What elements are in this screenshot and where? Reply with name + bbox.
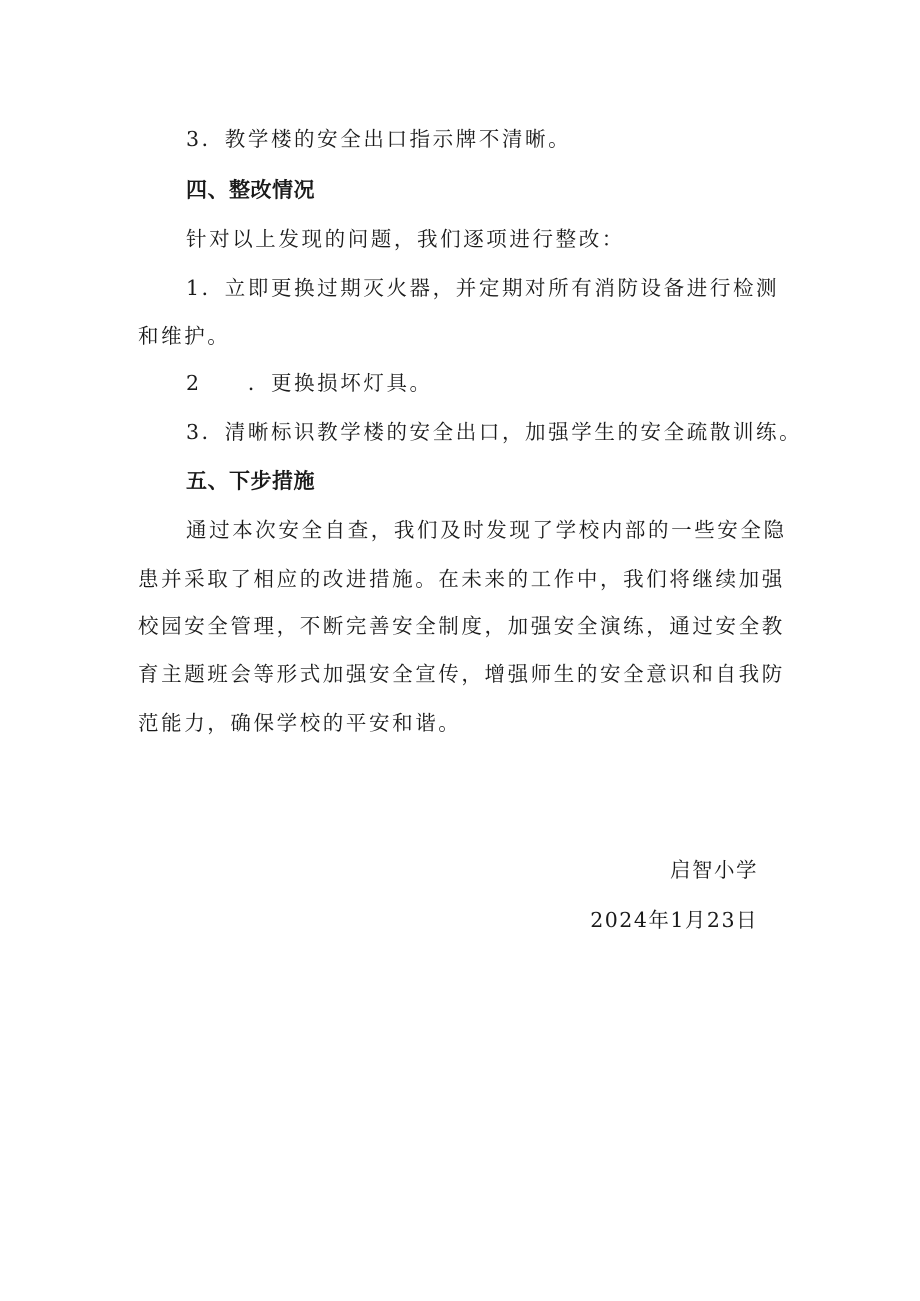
rectification-item-1-line-2: 和维护。 bbox=[138, 324, 231, 348]
measures-paragraph-line-5: 范能力，确保学校的平安和谐。 bbox=[138, 711, 462, 735]
signature-date: 2024年1月23日 bbox=[590, 908, 758, 932]
rectification-item-2: 2 ．更换损坏灯具。 bbox=[186, 371, 433, 395]
measures-paragraph-line-3: 校园安全管理，不断完善安全制度，加强安全演练，通过安全教 bbox=[138, 614, 785, 638]
section-4-intro: 针对以上发现的问题，我们逐项进行整改： bbox=[186, 227, 625, 251]
section-4-heading: 四、整改情况 bbox=[186, 178, 315, 202]
measures-paragraph-line-2: 患并采取了相应的改进措施。在未来的工作中，我们将继续加强 bbox=[138, 567, 785, 591]
rectification-item-3: 3．清晰标识教学楼的安全出口，加强学生的安全疏散训练。 bbox=[186, 420, 803, 444]
measures-paragraph-line-1: 通过本次安全自查，我们及时发现了学校内部的一些安全隐 bbox=[186, 518, 787, 542]
measures-paragraph-line-4: 育主题班会等形式加强安全宣传，增强师生的安全意识和自我防 bbox=[138, 662, 785, 686]
rectification-item-1-line-1: 1．立即更换过期灭火器，并定期对所有消防设备进行检测 bbox=[186, 276, 780, 300]
issue-item-3: 3．教学楼的安全出口指示牌不清晰。 bbox=[186, 127, 572, 151]
signature-organization: 启智小学 bbox=[670, 858, 758, 882]
section-5-heading: 五、下步措施 bbox=[186, 469, 315, 493]
